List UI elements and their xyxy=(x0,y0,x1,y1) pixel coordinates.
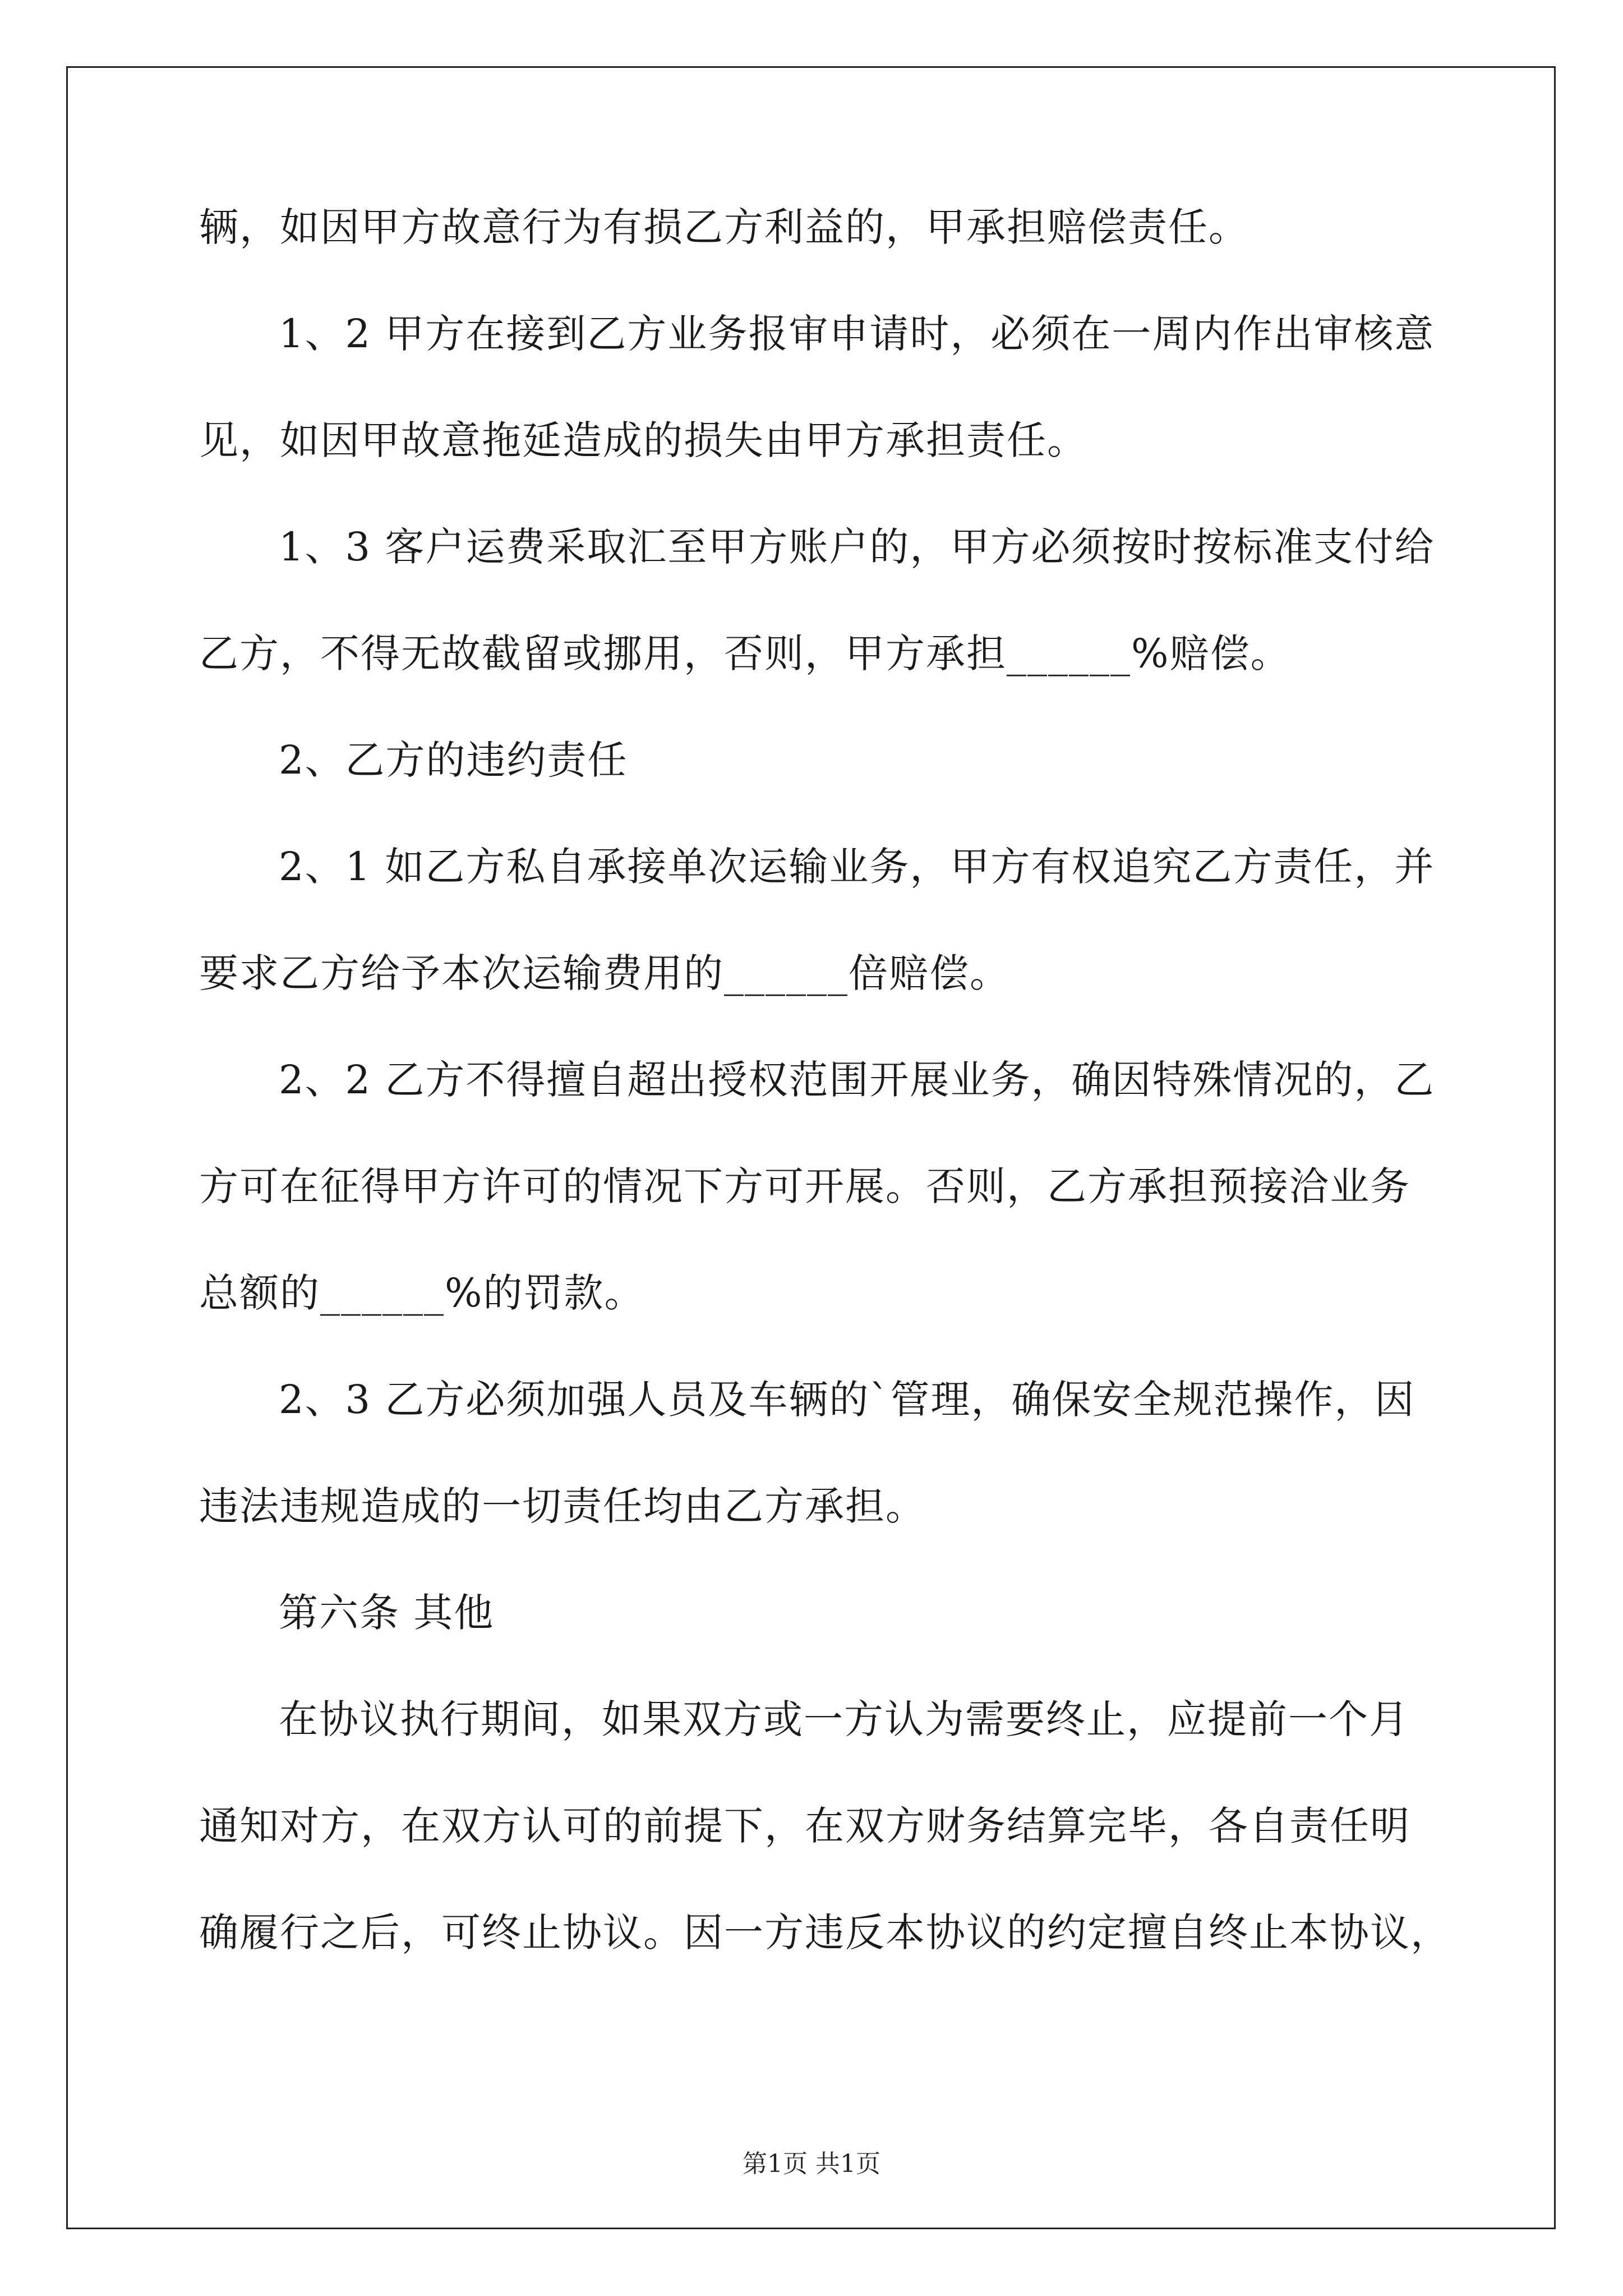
text-line: 辆，如因甲方故意行为有损乙方利益的，甲承担赔偿责任。 xyxy=(199,204,1249,250)
page-border xyxy=(66,66,1556,2229)
text-line: 1、3 客户运费采取汇至甲方账户的，甲方必须按时按标准支付给 xyxy=(279,524,1435,570)
text-line: 方可在征得甲方许可的情况下方可开展。否则，乙方承担预接洽业务 xyxy=(199,1163,1410,1209)
article-heading: 第六条 其他 xyxy=(279,1590,495,1636)
text-line: 确履行之后，可终止协议。因一方违反本协议的约定擅自终止本协议， xyxy=(199,1910,1451,1955)
text-line: 2、2 乙方不得擅自超出授权范围开展业务，确因特殊情况的，乙 xyxy=(279,1057,1435,1103)
text-line: 违法违规造成的一切责任均由乙方承担。 xyxy=(199,1483,926,1529)
text-line: 要求乙方给予本次运输费用的______倍赔偿。 xyxy=(199,950,1010,996)
text-line: 在协议执行期间，如果双方或一方认为需要终止，应提前一个月 xyxy=(279,1696,1409,1742)
text-line: 乙方，不得无故截留或挪用，否则，甲方承担______%赔偿。 xyxy=(199,631,1291,677)
text-line: 总额的______%的罚款。 xyxy=(199,1270,645,1316)
text-line: 1、2 甲方在接到乙方业务报审申请时，必须在一周内作出审核意 xyxy=(279,311,1435,357)
section-heading: 2、乙方的违约责任 xyxy=(279,737,628,783)
text-line: 见，如因甲故意拖延造成的损失由甲方承担责任。 xyxy=(199,417,1087,463)
text-line: 通知对方，在双方认可的前提下，在双方财务结算完毕，各自责任明 xyxy=(199,1803,1410,1849)
text-line: 2、3 乙方必须加强人员及车辆的`管理，确保安全规范操作，因 xyxy=(279,1377,1415,1423)
page-footer: 第1页 共1页 xyxy=(743,2150,880,2178)
text-line: 2、1 如乙方私自承接单次运输业务，甲方有权追究乙方责任，并 xyxy=(279,844,1435,890)
